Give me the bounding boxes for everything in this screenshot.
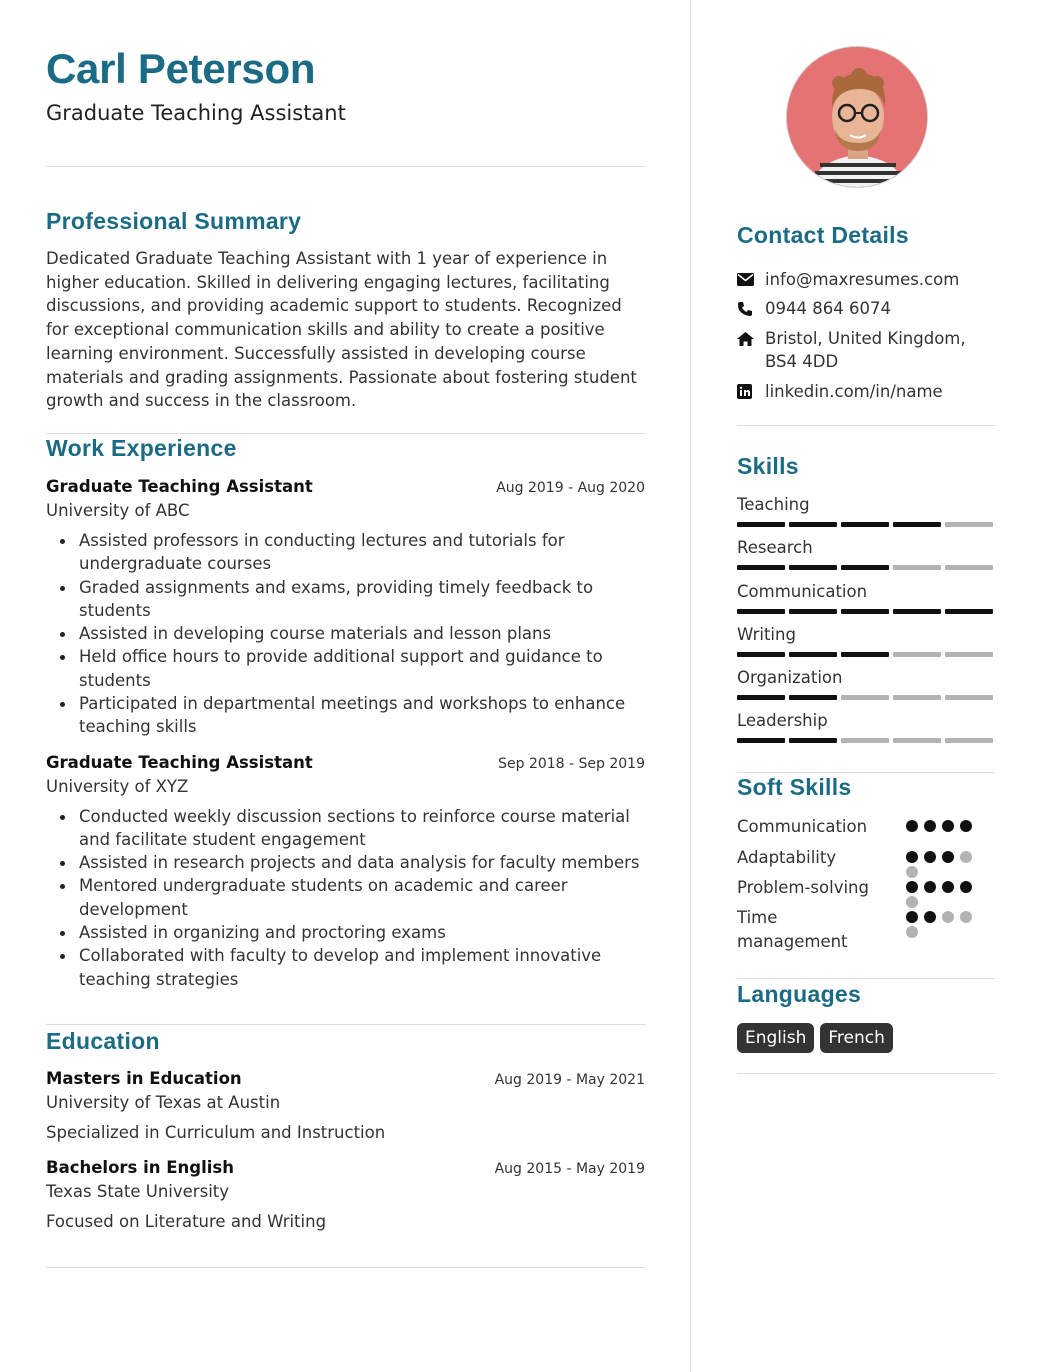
soft-skills-heading: Soft Skills bbox=[737, 774, 852, 800]
soft-skill-label: Problem-solving bbox=[737, 878, 869, 897]
skill-label: Writing bbox=[737, 624, 796, 644]
experience-heading: Work Experience bbox=[46, 434, 237, 461]
soft-skill-dot bbox=[906, 881, 918, 893]
job-entry bbox=[46, 475, 645, 739]
job-entry bbox=[46, 751, 645, 991]
soft-skill-label: Adaptability bbox=[737, 848, 837, 867]
skill-level-segment bbox=[893, 522, 941, 527]
skill-level-segment bbox=[789, 652, 837, 657]
job-title: Graduate Teaching Assistant bbox=[46, 752, 313, 772]
list-item: Mentored undergraduate students on academic and career development bbox=[46, 874, 645, 921]
soft-skill-label: Communication bbox=[737, 817, 868, 836]
skill-level-segment bbox=[841, 652, 889, 657]
soft-skill-item bbox=[737, 846, 995, 876]
list-item: Participated in departmental meetings and workshops to enhance teaching skills bbox=[46, 692, 645, 739]
portrait-illustration bbox=[787, 47, 928, 188]
education-date: Aug 2015 - May 2019 bbox=[494, 1160, 645, 1177]
soft-skill-dot bbox=[960, 851, 972, 863]
skill-level-segment bbox=[945, 522, 993, 527]
linkedin-icon bbox=[737, 380, 765, 403]
soft-skill-dot bbox=[942, 820, 954, 832]
skill-level-segment bbox=[945, 609, 993, 614]
education-heading: Education bbox=[46, 1027, 160, 1054]
list-item: Assisted in research projects and data analysis for faculty members bbox=[46, 851, 645, 874]
skill-level-bar bbox=[737, 695, 995, 700]
skill-label: Research bbox=[737, 538, 813, 558]
main-column bbox=[46, 44, 645, 1268]
skills-list bbox=[737, 494, 995, 754]
list-item: Collaborated with faculty to develop and implement innovative teaching strategies bbox=[46, 944, 645, 991]
skill-level-segment bbox=[841, 522, 889, 527]
skill-item bbox=[737, 494, 995, 537]
skill-level-segment bbox=[841, 695, 889, 700]
skill-level-segment bbox=[737, 652, 785, 657]
education-date: Aug 2019 - May 2021 bbox=[494, 1071, 645, 1088]
soft-skill-item bbox=[737, 876, 995, 906]
soft-skills-list bbox=[737, 815, 995, 961]
candidate-title: Graduate Teaching Assistant bbox=[46, 101, 346, 125]
list-item: Conducted weekly discussion sections to reinforce course material and facilitate student engagement bbox=[46, 805, 645, 852]
skill-level-bar bbox=[737, 522, 995, 527]
skill-level-bar bbox=[737, 609, 995, 614]
job-title: Graduate Teaching Assistant bbox=[46, 476, 313, 496]
soft-skill-dot bbox=[942, 851, 954, 863]
contact-email[interactable] bbox=[737, 268, 995, 291]
soft-skills-divider bbox=[737, 978, 995, 979]
soft-skill-dot bbox=[960, 820, 972, 832]
education-divider bbox=[46, 1267, 645, 1268]
skill-level-segment bbox=[841, 738, 889, 743]
list-item: Assisted professors in conducting lectures and tutorials for undergraduate courses bbox=[46, 529, 645, 576]
skill-item bbox=[737, 624, 995, 667]
skill-item bbox=[737, 710, 995, 753]
soft-skill-dot bbox=[942, 881, 954, 893]
degree-title: Bachelors in English bbox=[46, 1157, 234, 1177]
address-text: Bristol, United Kingdom, BS4 4DD bbox=[765, 329, 966, 371]
skills-heading: Skills bbox=[737, 453, 799, 479]
soft-skill-dot bbox=[906, 926, 918, 938]
education-note: Focused on Literature and Writing bbox=[46, 1211, 327, 1231]
languages-divider bbox=[737, 1073, 995, 1074]
skill-label: Organization bbox=[737, 668, 843, 688]
soft-skill-dot bbox=[960, 911, 972, 923]
skill-level-segment bbox=[945, 565, 993, 570]
experience-divider bbox=[46, 1024, 645, 1025]
education-entry bbox=[46, 1156, 645, 1234]
skill-level-segment bbox=[893, 652, 941, 657]
soft-skill-dot bbox=[906, 820, 918, 832]
skill-level-bar bbox=[737, 565, 995, 570]
skill-level-segment bbox=[789, 522, 837, 527]
school-name: University of Texas at Austin bbox=[46, 1092, 281, 1112]
skill-level-segment bbox=[841, 565, 889, 570]
header-divider bbox=[46, 166, 645, 167]
skill-label: Leadership bbox=[737, 711, 828, 731]
skill-item bbox=[737, 581, 995, 624]
skill-level-bar bbox=[737, 738, 995, 743]
skill-level-segment bbox=[945, 695, 993, 700]
language-badge: English bbox=[737, 1023, 814, 1053]
job-bullets bbox=[46, 529, 645, 739]
summary-text: Dedicated Graduate Teaching Assistant with 1 year of experience in higher education. Skilled in delivering engaging lectures, facilitating discussions, and providing academic support to students. Recognized for exceptional communication skills and ability to create a positive learning environment. Successfully assisted in developing course materials and grading assignments. Passionate about fostering student growth and success in the classroom. bbox=[46, 249, 637, 411]
soft-skill-dot bbox=[906, 851, 918, 863]
school-name: Texas State University bbox=[46, 1181, 230, 1201]
contact-list bbox=[737, 268, 995, 403]
job-organization: University of ABC bbox=[46, 500, 190, 520]
email-text: info@maxresumes.com bbox=[765, 270, 960, 289]
soft-skill-dot bbox=[924, 911, 936, 923]
job-organization: University of XYZ bbox=[46, 776, 189, 796]
skill-level-segment bbox=[893, 565, 941, 570]
envelope-icon bbox=[737, 268, 765, 291]
skill-level-segment bbox=[789, 738, 837, 743]
linkedin-text: linkedin.com/in/name bbox=[765, 382, 943, 401]
skill-level-segment bbox=[893, 695, 941, 700]
skill-item bbox=[737, 667, 995, 710]
skill-item bbox=[737, 537, 995, 580]
education-entry bbox=[46, 1067, 645, 1145]
soft-skill-dot bbox=[906, 911, 918, 923]
candidate-name: Carl Peterson bbox=[46, 45, 316, 92]
contact-address bbox=[737, 327, 995, 373]
skill-level-segment bbox=[789, 565, 837, 570]
skill-level-segment bbox=[737, 565, 785, 570]
soft-skill-dot bbox=[924, 820, 936, 832]
skill-level-segment bbox=[893, 609, 941, 614]
contact-divider bbox=[737, 425, 995, 426]
skill-level-segment bbox=[945, 652, 993, 657]
soft-skill-dot bbox=[960, 881, 972, 893]
soft-skill-dot bbox=[924, 881, 936, 893]
soft-skill-item bbox=[737, 906, 995, 961]
summary-heading: Professional Summary bbox=[46, 208, 302, 234]
phone-text: 0944 864 6074 bbox=[765, 299, 891, 318]
soft-skill-dot bbox=[924, 851, 936, 863]
contact-heading: Contact Details bbox=[737, 222, 909, 248]
column-divider bbox=[690, 0, 691, 1372]
skill-label: Communication bbox=[737, 581, 868, 601]
skill-level-segment bbox=[893, 738, 941, 743]
language-badge: French bbox=[820, 1023, 893, 1053]
skill-level-segment bbox=[841, 609, 889, 614]
skill-level-segment bbox=[737, 738, 785, 743]
skill-level-segment bbox=[789, 695, 837, 700]
skill-level-segment bbox=[945, 738, 993, 743]
contact-linkedin[interactable] bbox=[737, 380, 995, 403]
soft-skill-dot bbox=[942, 911, 954, 923]
profile-photo bbox=[786, 46, 928, 188]
degree-title: Masters in Education bbox=[46, 1068, 242, 1088]
education-note: Specialized in Curriculum and Instruction bbox=[46, 1122, 386, 1142]
list-item: Assisted in developing course materials and lesson plans bbox=[46, 622, 645, 645]
job-date: Sep 2018 - Sep 2019 bbox=[498, 755, 645, 772]
list-item: Graded assignments and exams, providing timely feedback to students bbox=[46, 576, 645, 623]
skill-level-segment bbox=[789, 609, 837, 614]
contact-phone[interactable] bbox=[737, 297, 995, 320]
job-date: Aug 2019 - Aug 2020 bbox=[496, 479, 645, 496]
languages-heading: Languages bbox=[737, 981, 862, 1007]
soft-skill-label: Time management bbox=[737, 908, 848, 951]
soft-skill-item bbox=[737, 815, 995, 846]
skill-label: Teaching bbox=[737, 495, 810, 514]
phone-icon bbox=[737, 297, 765, 320]
job-bullets bbox=[46, 805, 645, 991]
skill-level-segment bbox=[737, 609, 785, 614]
home-icon bbox=[737, 327, 765, 350]
list-item: Held office hours to provide additional support and guidance to students bbox=[46, 645, 645, 692]
list-item: Assisted in organizing and proctoring exams bbox=[46, 921, 645, 944]
skill-level-segment bbox=[737, 695, 785, 700]
skill-level-segment bbox=[737, 522, 785, 527]
languages-list bbox=[737, 1023, 899, 1053]
skill-level-bar bbox=[737, 652, 995, 657]
